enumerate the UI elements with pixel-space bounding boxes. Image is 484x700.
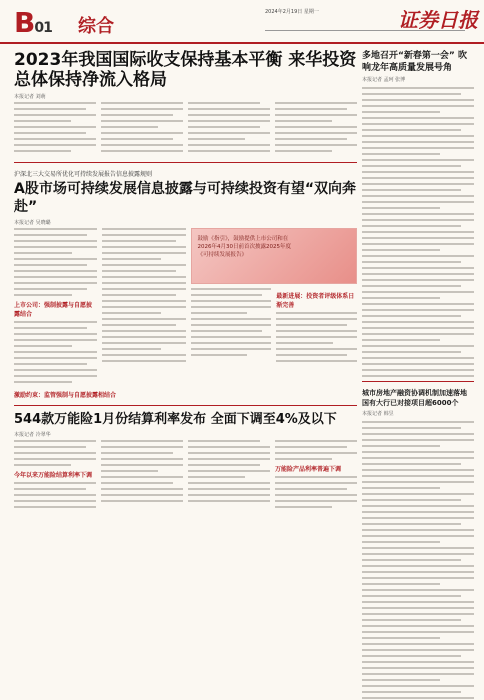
bottom-text-columns — [14, 440, 357, 512]
feature-headline: A股市场可持续发展信息披露与可持续投资有望“双向奔赴” — [14, 181, 357, 215]
bottom-headline: 544款万能险1月份结算利率发布 全面下调至4%及以下 — [14, 412, 337, 427]
page-code: B01 — [14, 6, 52, 39]
lead-text-columns — [14, 102, 357, 156]
section-name: 综合 — [78, 16, 114, 37]
feature-highlight-box — [191, 228, 358, 284]
feature-text-columns — [14, 228, 357, 387]
bottom-byline: 本报记者 冷翠华 — [14, 432, 51, 438]
right-column — [362, 50, 474, 700]
newspaper-logo: 证券日报 — [398, 8, 478, 32]
right-mid-headline: 城市房地产融资协调机制加速落地 国有大行已对接项目超6000个 — [362, 389, 467, 407]
issue-date: 2024年2月19日 星期一 — [265, 9, 319, 15]
right-divider — [362, 381, 474, 382]
feature-highlight-caption: 鼓励《指引》，鼓励提供上市公司和在2026年4月30日前首次披露2025年度《可持续发展报告》 — [197, 236, 291, 258]
right-top-headline: 多地召开“新春第一会” 吹响龙年高质量发展号角 — [362, 51, 467, 73]
feature-kicker: 沪深北三大交易所优化可持续发展报告信息披露规则 — [14, 171, 153, 178]
left-column — [14, 50, 357, 512]
feature-subhead: 激励约束：监管强制与自愿披露相结合 — [14, 392, 117, 399]
right-top-byline: 本报记者 孟珂 张博 — [362, 77, 406, 83]
bottom-subhead: 万能险产品利率普遍下调 — [275, 466, 342, 473]
lead-headline: 2023年我国国际收支保持基本平衡 来华投资总体保持净流入格局 — [14, 50, 357, 90]
section-divider — [14, 162, 357, 163]
section-divider — [14, 405, 357, 406]
right-mid-byline: 本报记者 韩昱 — [362, 411, 394, 417]
feature-subhead: 最新进展：投资者评级体系日渐完善 — [276, 293, 355, 309]
feature-byline: 本报记者 吴晓璐 — [14, 220, 51, 226]
feature-subhead: 上市公司：强制披露与自愿披露结合 — [14, 302, 93, 318]
masthead — [0, 0, 484, 44]
lead-byline: 本报记者 刘萌 — [14, 94, 46, 100]
bottom-subhead: 今年以来万能险结算利率下调 — [14, 472, 93, 479]
